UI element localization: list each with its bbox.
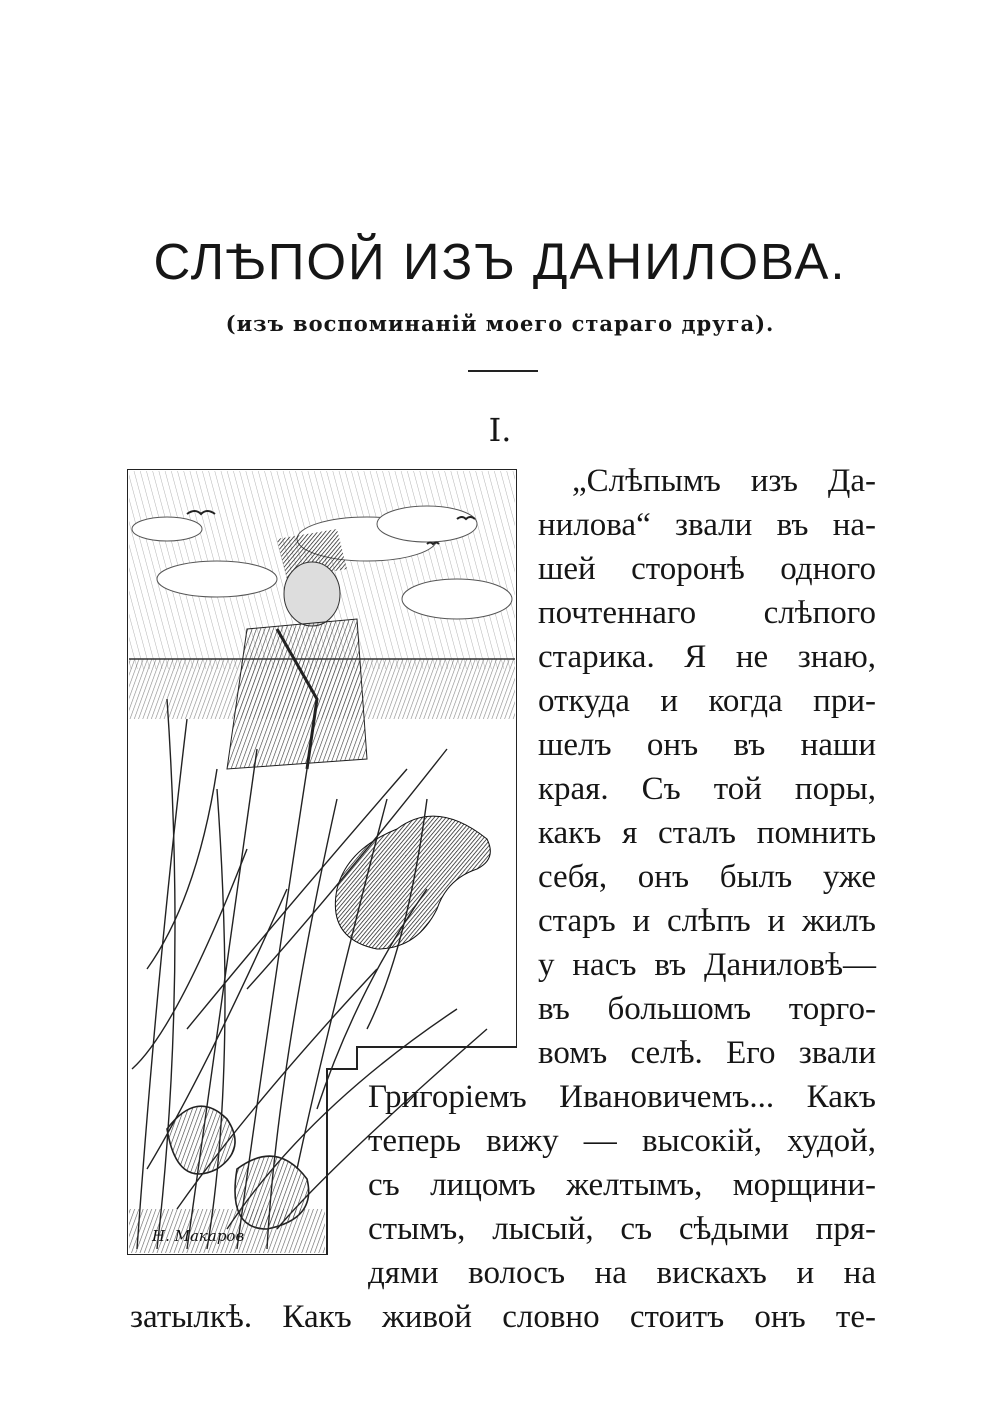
text-line: нилова“ звали въ на- <box>538 507 876 543</box>
text-line: края. Съ той поры, <box>538 771 876 807</box>
text-line: съ лицомъ желтымъ, морщини- <box>368 1167 876 1203</box>
text-line: откуда и когда при- <box>538 683 876 719</box>
story-subtitle: (изъ воспоминаній моего стараго друга). <box>225 311 775 336</box>
text-line: стымъ, лысый, съ сѣдыми пря- <box>368 1211 876 1247</box>
story-title: СЛѢПОЙ ИЗЪ ДАНИЛОВА. <box>153 233 847 290</box>
text-line: дями волосъ на вискахъ и на <box>368 1255 876 1291</box>
text-line: Григоріемъ Ивановичемъ... Какъ <box>368 1079 876 1115</box>
text-line: какъ я сталъ помнить <box>538 815 876 851</box>
artist-signature: Н. Макаров <box>152 1227 245 1245</box>
text-line: почтеннаго слѣпого <box>538 595 876 631</box>
title-divider <box>468 370 538 372</box>
text-line: шей сторонѣ одного <box>538 551 876 587</box>
text-line: „Слѣпымъ изъ Да- <box>572 463 876 499</box>
text-line: старъ и слѣпъ и жилъ <box>538 903 876 939</box>
text-line: шелъ онъ въ наши <box>538 727 876 763</box>
text-line: старика. Я не знаю, <box>538 639 876 675</box>
text-line: затылкѣ. Какъ живой словно стоитъ онъ те- <box>130 1299 876 1335</box>
text-line: вомъ селѣ. Его звали <box>538 1035 876 1071</box>
text-line: теперь вижу — высокій, худой, <box>368 1123 876 1159</box>
text-line: въ большомъ торго- <box>538 991 876 1027</box>
chapter-number: I. <box>488 411 512 449</box>
text-line: себя, онъ былъ уже <box>538 859 876 895</box>
text-line: у насъ въ Даниловѣ— <box>538 947 876 983</box>
